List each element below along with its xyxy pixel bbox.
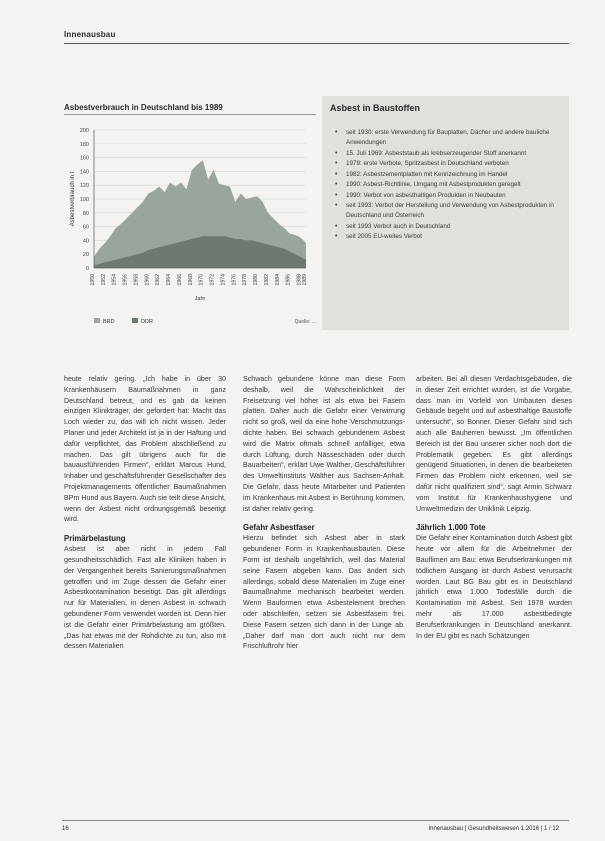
info-item <box>334 222 566 232</box>
x-tick-label: 1960 <box>144 274 151 286</box>
y-tick-label: 20 <box>82 252 89 259</box>
header-rule <box>64 43 569 44</box>
chart-title-rule <box>64 114 316 115</box>
x-tick-label: 1968 <box>187 274 194 286</box>
y-axis-label: Asbestverbrauch in t <box>70 171 76 227</box>
asbestos-chart <box>64 118 316 330</box>
info-item-text: seit 1930: erste Verwendung für Bauplatten, Dächer und andere bauliche Anwendungen <box>346 129 550 146</box>
body-paragraph: Hierzu befindet sich Asbest aber in stark gebundener Form in Krankenhausbauten. Diese Form ist deshalb ungefährlich, weil das Material seine Fasern abgeben kann. Das ändert sich allerdings, sobald diese Materialien im Zuge einer Baumaßnahme mechanisch bearbeitet werden. Wenn Bauformen etwa Asbestelement brechen oder abschleifen, setzen sie Asbestfasern frei. Diese Fasern setzen sich dann in der Lunge ab. „Daher darf man dort auch nicht nur dem Frischluftrohr hier <box>243 534 405 651</box>
bullet-icon: • <box>335 160 338 167</box>
journal-footer: Innenausbau | Gesundheitswesen 1.2016 | 1 / 12 <box>428 826 559 832</box>
subheading: Primärbelastung <box>64 534 126 544</box>
x-tick-label: 1958 <box>133 274 140 286</box>
info-item <box>334 191 566 201</box>
y-tick-label: 180 <box>79 141 89 148</box>
legend-label: DDR <box>141 319 153 325</box>
x-tick-label: 1966 <box>176 274 183 286</box>
bullet-icon: • <box>335 129 338 136</box>
x-tick-label: 1970 <box>198 274 205 286</box>
x-tick-label: 1976 <box>231 274 238 286</box>
y-tick-label: 200 <box>79 128 89 134</box>
info-item-text: 1982: Asbestzementplatten mit Kennzeichnung im Handel <box>346 170 508 178</box>
info-item-text: 1990: Asbest-Richtlinie, Umgang mit Asbestprodukten geregelt <box>346 181 521 188</box>
source-note: Quelle: ... <box>294 319 316 325</box>
x-axis-label: Jahr <box>194 296 206 302</box>
y-tick-label: 160 <box>79 155 89 162</box>
x-tick-label: 1980 <box>253 274 260 286</box>
info-item <box>334 180 566 190</box>
section-label: Innenausbau <box>64 30 116 39</box>
x-tick-label: 1988 <box>296 274 303 286</box>
bullet-icon: • <box>335 233 338 240</box>
legend-swatch <box>132 318 138 323</box>
chart-title: Asbestverbrauch in Deutschland bis 1989 <box>64 103 223 112</box>
body-paragraph: Asbest ist aber nicht in jedem Fall gesundheitsschädlich. Fast alle Kliniken haben in der Vergangenheit bereits Sanierungsmaßnahmen getroffen und im Zuge dessen die Gefahr einer Asbestkontamination beseitigt. Das gilt allerdings nur für Materialien, in denen Asbest in schwach gebundener Form verwendet worden ist. Denn hier ist die Gefahr einer Primärbelastung am größten. „Das hat etwas mit der Rohdichte zu tun, also mit dessen Materialien <box>64 545 226 651</box>
bullet-icon: • <box>335 181 338 188</box>
info-item <box>334 170 566 180</box>
info-item <box>334 201 566 221</box>
bullet-icon: • <box>335 202 338 209</box>
y-tick-label: 40 <box>82 238 89 245</box>
x-tick-label: 1956 <box>122 274 129 286</box>
x-tick-label: 1984 <box>274 274 281 286</box>
legend-swatch <box>94 318 100 323</box>
y-tick-label: 0 <box>85 266 89 272</box>
y-tick-label: 80 <box>82 210 89 217</box>
info-item-text: 1990: Verbot von asbesthaltigen Produkten in Neubauten <box>346 191 506 199</box>
text-column-3 <box>416 374 572 641</box>
x-tick-label: 1978 <box>242 274 249 286</box>
info-item <box>334 149 566 159</box>
body-paragraph: heute relativ gering. „Ich habe in über 30 Krankenhäusern Baumaßnahmen in ganz Deutschland betreut, und es gab da keinen einzigen Klinikträger, der gefordert hat: Macht das Loch wieder zu, das will ich nicht wissen. Jeder Planer und jeder Architekt ist ja in der Haftung und dafür verpflichtet, das Problem abschließend zu machen. Das gilt übrigens auch für die bauausführenden Firmen“, erklärt Marcus Hund, Inhaber und geschäftsführender Gesellschafter des Projektmanagements öffentlicher Baumaßnahmen BPm Hund aus Bayern. Auch sie teilt diese Ansicht, wenn der Asbest nicht ordnungsgemäß beseitigt wird. <box>64 375 226 524</box>
subheading: Jährlich 1.000 Tote <box>416 523 486 533</box>
info-item-text: seit 1993 Verbot auch in Deutschland <box>346 222 451 230</box>
x-tick-label: 1974 <box>220 274 227 286</box>
info-item <box>334 128 566 148</box>
body-paragraph: arbeiten. Bei all diesen Verdachtsgebäuden, die in dieser Zeit errichtet wurden, ist die Vorgabe, dass man im Vorfeld von Umbauten dieses Gebäude begeht und auf asbesthaltige Baustoffe untersucht“, so Bonner. Dieser Gefahr sind sich auch alle Bauherren bewusst. „Im öffentlichen Bereich ist der Bau unserer sicher noch dort die Problematik gegeben. Es gibt allerdings genügend Situationen, in denen die bearbeiteten Firmen das Problem nicht erkennen, weil sie dafür nicht qualifiziert sind“, sagt Armin Schwarz vom Institut für Krankenhaushygiene und Umweltmedizin der Uniklinik Leipzig. <box>416 375 572 513</box>
x-tick-label: 1954 <box>111 274 118 286</box>
x-tick-label: 1962 <box>155 274 162 286</box>
x-tick-label: 1982 <box>263 274 270 286</box>
bullet-icon: • <box>335 170 338 178</box>
bullet-icon: • <box>335 222 338 230</box>
info-item-text: seit 1993: Verbot der Herstellung und Verwendung von Asbestprodukten in Deutschland und Österreich <box>346 202 554 219</box>
x-tick-label: 1986 <box>285 274 292 286</box>
info-item <box>334 232 566 242</box>
y-tick-label: 120 <box>79 183 89 190</box>
legend-label: BRD <box>103 319 115 325</box>
x-tick-label: 1952 <box>100 274 107 286</box>
page-number: 16 <box>62 826 69 832</box>
subheading: Gefahr Asbestfaser <box>243 523 315 533</box>
info-box-title: Asbest in Baustoffen <box>330 103 421 113</box>
info-item-text: 1979: erste Verbote, Spritzasbest in Deutschland verboten <box>346 160 509 167</box>
info-item-text: 15. Juli 1969: Asbeststaub als krebserzeugender Stoff anerkannt <box>346 149 527 157</box>
x-tick-label: 1950 <box>90 274 96 286</box>
x-tick-label: 1972 <box>209 274 216 286</box>
x-tick-label: 1964 <box>166 274 173 286</box>
y-tick-label: 100 <box>79 197 89 203</box>
bullet-icon: • <box>335 191 338 199</box>
info-item-text: seit 2005 EU-weites Verbot <box>346 233 422 240</box>
x-tick-label: 1989 <box>302 274 308 286</box>
body-paragraph: Die Gefahr einer Kontamination durch Asbest gibt heute vor allem für die Arbeitnehmer der Bauflimen am Bau: etwa Berufserkrankungen mit tödlichem Ausgang ist durch Asbest verursacht worden. Laut BG Bau gibt es in Deutschland jährlich etwa 1.000 Todesfälle durch die Kontamination mit Asbest. Seit 1978 wurden mehr als 17.000 asbestbedingte Berufserkrankungen in Deutschland anerkannt. In der EU gibt es nach Schätzungen <box>416 534 572 640</box>
text-column-2 <box>243 374 405 652</box>
bullet-icon: • <box>335 149 338 157</box>
footer-rule <box>62 820 569 821</box>
text-column-1 <box>64 374 226 652</box>
info-item <box>334 159 566 169</box>
y-tick-label: 60 <box>82 224 89 231</box>
info-box-list <box>334 128 566 243</box>
y-tick-label: 140 <box>79 169 89 176</box>
body-paragraph: Schwach gebundene könne man diese Form deshalb, weil die Wahrscheinlichkeit der Freisetzung viel höher ist als etwa bei Fasern platten. Daher auch die Gefahr einer Verwirrung nicht so groß, weil da eine hohe Verschmutzungs- dichte haben. Bei schwach gebundenem Asbest wird die Matrix oftmals schnell anfälliger, etwa durch Lüftung, durch Nässeschäden oder durch Bauarbeiten“, erklärt Uwe Walther, Geschäftsführer des Umweltinstituts Walther aus Sachsen-Anhalt. Die Gefahr, dass heute Mitarbeiter und Patienten im Krankenhaus mit Asbest in Berührung kommen, ist daher relativ gering. <box>243 375 405 513</box>
